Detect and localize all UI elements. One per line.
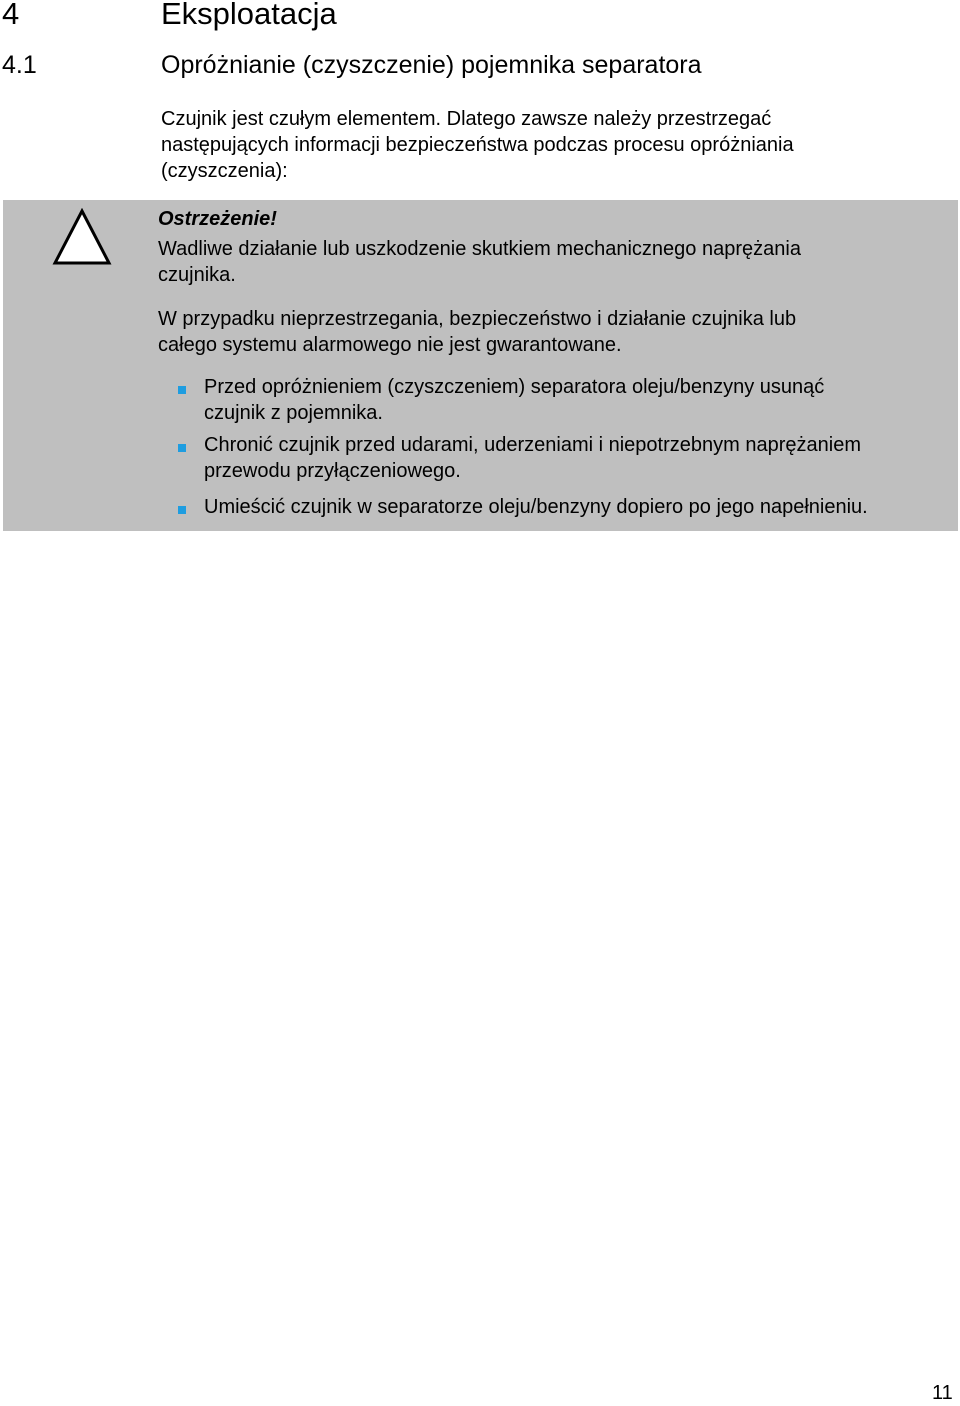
bullet-line: przewodu przyłączeniowego. [204, 460, 461, 482]
chapter-number: 4 [2, 0, 20, 31]
intro-paragraph [161, 106, 921, 184]
warning-line: Wadliwe działanie lub uszkodzenie skutkiem mechanicznego naprężania [158, 238, 801, 260]
warning-line: W przypadku nieprzestrzegania, bezpieczeństwo i działanie czujnika lub [158, 308, 797, 330]
chapter-title: Eksploatacja [161, 0, 337, 31]
bullet-line: Chronić czujnik przed udarami, uderzeniami i niepotrzebnym naprężaniem [204, 434, 861, 456]
warning-paragraph-1 [158, 236, 801, 288]
intro-line: Czujnik jest czułym elementem. Dlatego zawsze należy przestrzegać [161, 108, 772, 130]
bullet-line: Umieścić czujnik w separatorze oleju/benzyny dopiero po jego napełnieniu. [204, 496, 868, 518]
bullet-item [204, 374, 824, 426]
bullet-item [204, 432, 861, 484]
warning-line: czujnika. [158, 264, 236, 286]
warning-triangle-icon [52, 208, 112, 266]
warning-line: całego systemu alarmowego nie jest gwarantowane. [158, 334, 622, 356]
warning-title: Ostrzeżenie! [158, 208, 277, 230]
bullet-square-icon [178, 506, 186, 514]
page-number: 11 [932, 1382, 953, 1404]
bullet-line: Przed opróżnieniem (czyszczeniem) separatora oleju/benzyny usunąć [204, 376, 825, 398]
intro-line: następujących informacji bezpieczeństwa podczas procesu opróżniania [161, 134, 794, 156]
intro-line: (czyszczenia): [161, 160, 288, 182]
bullet-line: czujnik z pojemnika. [204, 402, 383, 424]
bullet-square-icon [178, 386, 186, 394]
section-number: 4.1 [2, 51, 37, 79]
bullet-square-icon [178, 444, 186, 452]
bullet-item [204, 494, 868, 520]
section-title: Opróżnianie (czyszczenie) pojemnika separatora [161, 51, 702, 79]
warning-paragraph-2 [158, 306, 796, 358]
